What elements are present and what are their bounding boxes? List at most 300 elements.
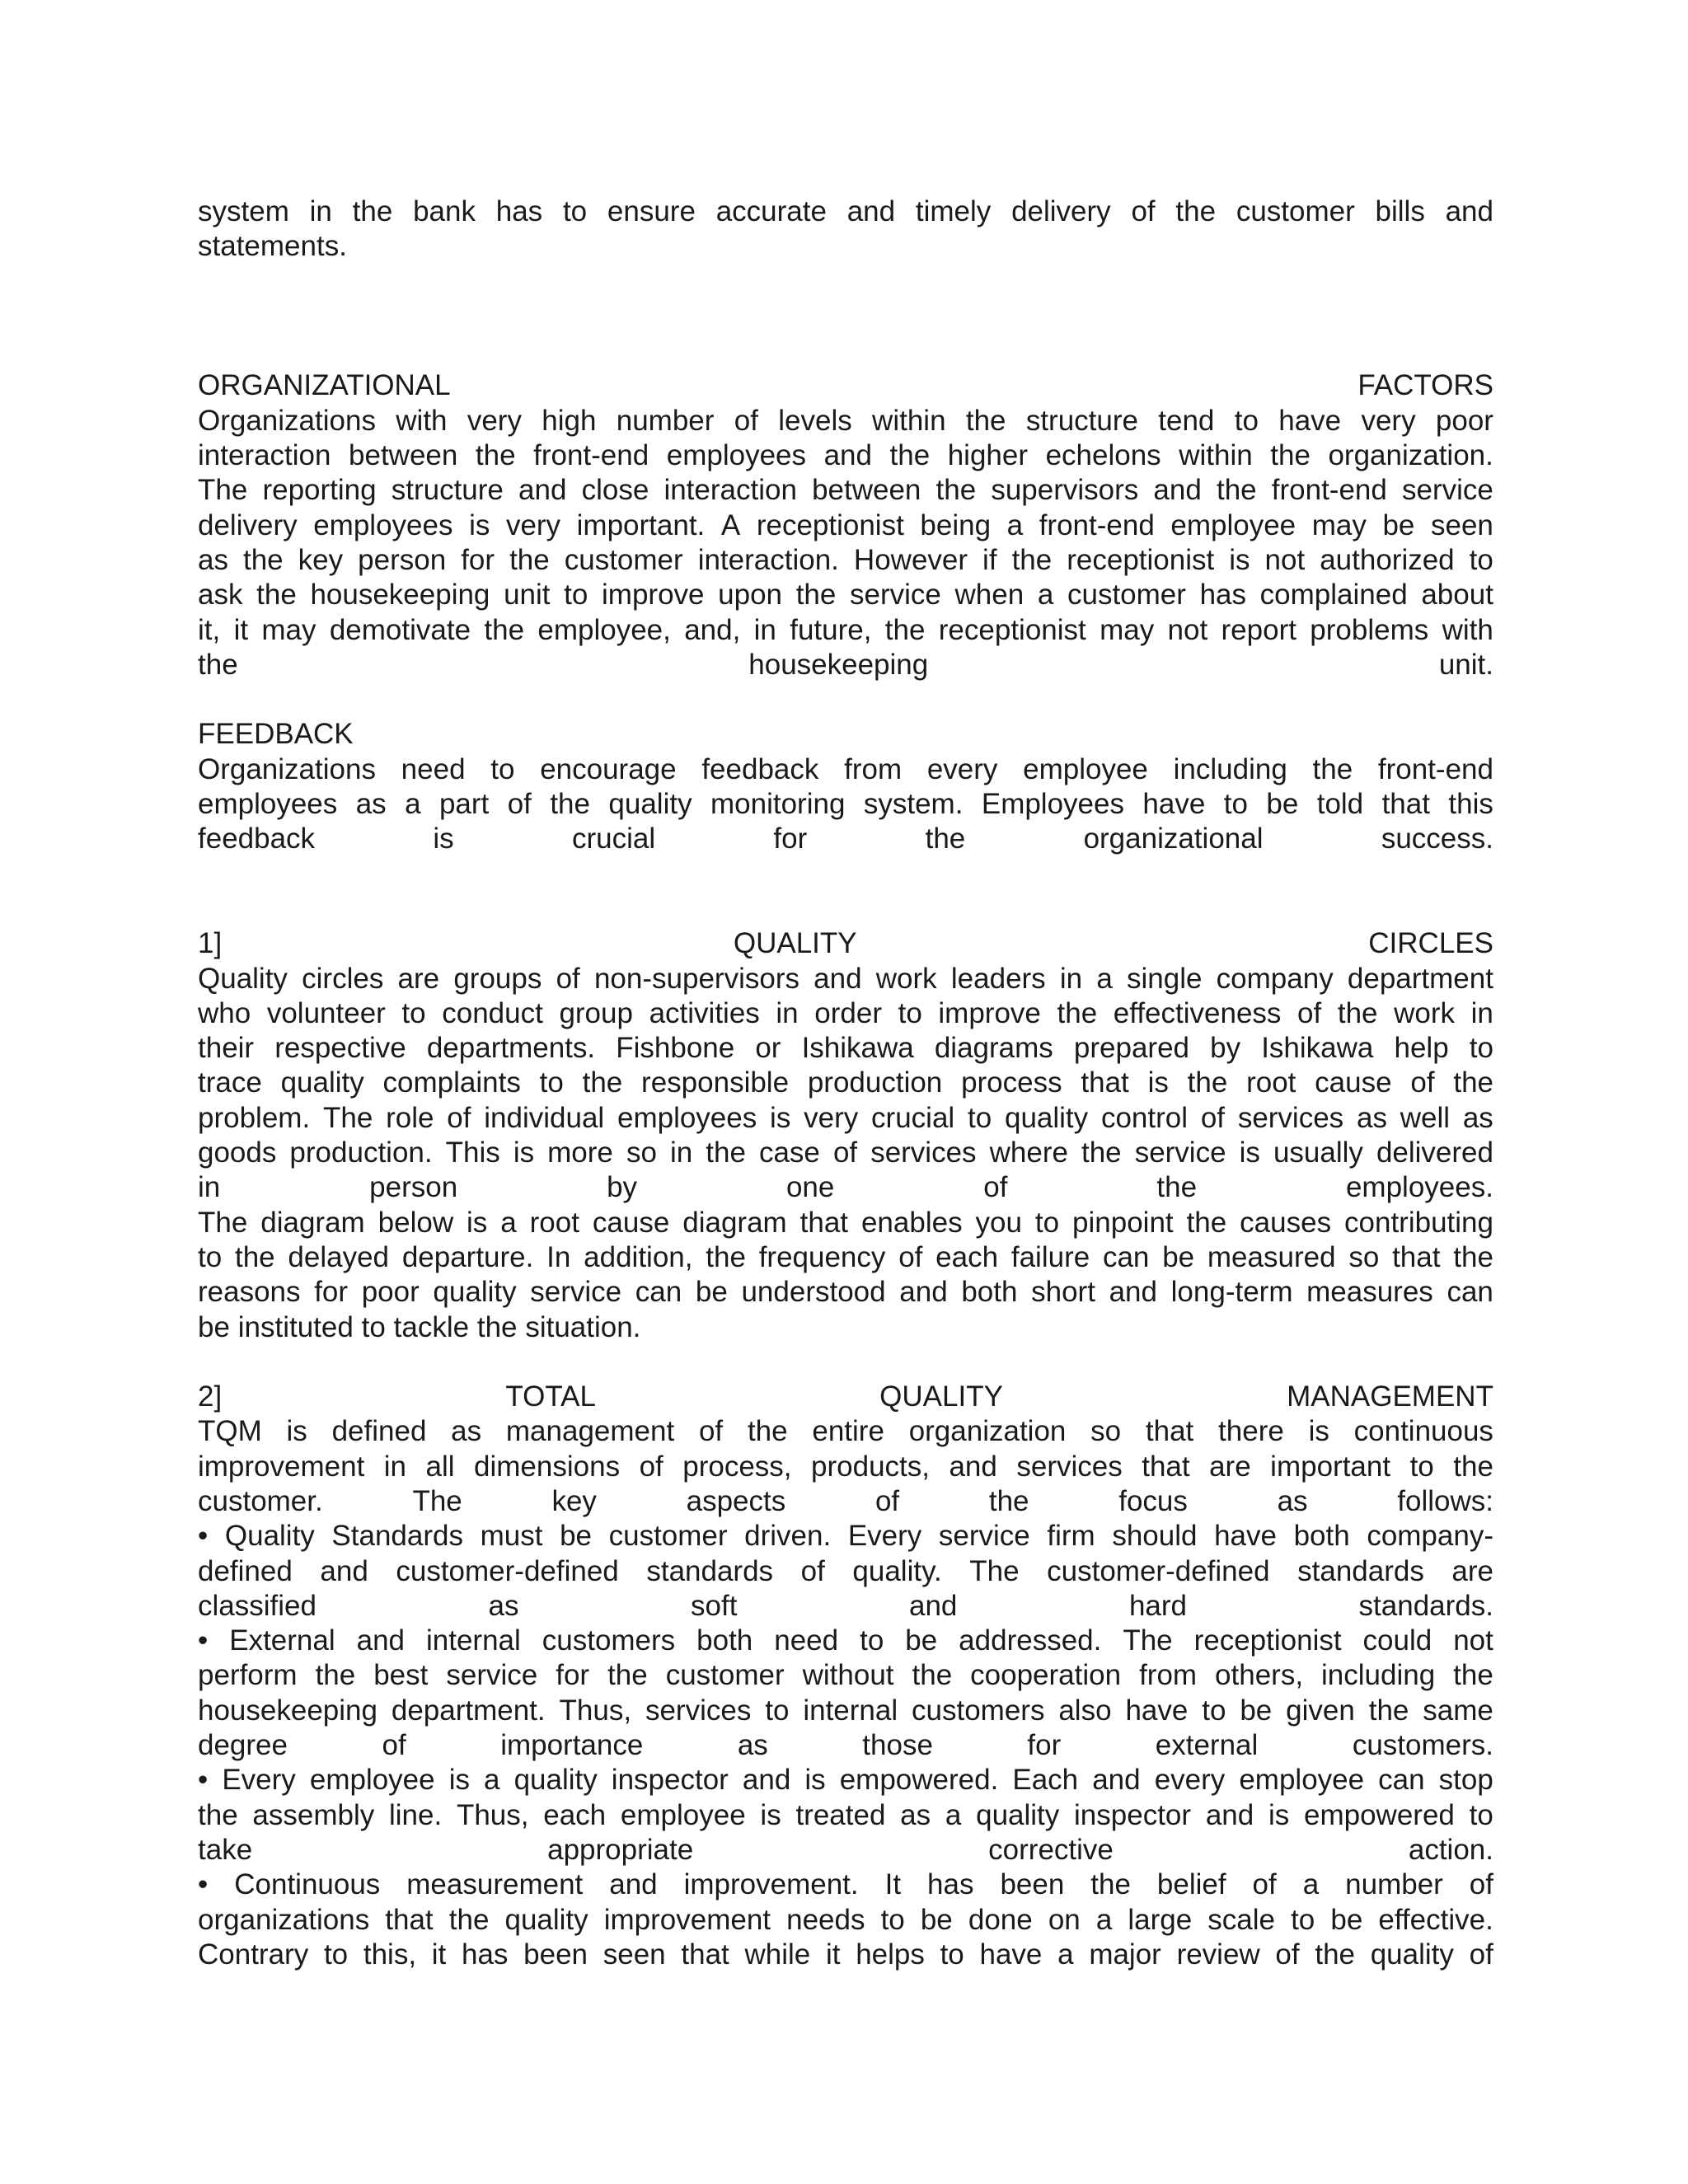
word: is xyxy=(804,1764,826,1797)
word: need xyxy=(774,1624,839,1657)
word: effective. xyxy=(1378,1903,1493,1936)
word: unit. xyxy=(1438,648,1493,681)
word: close xyxy=(581,474,649,507)
text-line xyxy=(198,822,1493,856)
word: the xyxy=(1453,1066,1493,1099)
word: service xyxy=(850,579,941,612)
word: non-supervisors xyxy=(593,962,799,995)
text-line xyxy=(198,1450,1493,1484)
word: FEEDBACK xyxy=(198,718,354,751)
word: including xyxy=(1321,1659,1436,1692)
word: is xyxy=(448,1764,470,1797)
word: continuous xyxy=(1353,1415,1493,1448)
word: the xyxy=(256,579,297,612)
word: that xyxy=(799,1206,849,1239)
word: for xyxy=(1027,1729,1062,1762)
word: the xyxy=(607,1659,648,1692)
word: work xyxy=(1394,996,1456,1029)
word: been xyxy=(1000,1868,1065,1901)
word: In xyxy=(546,1240,571,1273)
word: and xyxy=(1092,1764,1141,1797)
word: is xyxy=(513,1137,535,1169)
word: to xyxy=(765,1694,790,1727)
word: is xyxy=(1229,543,1250,576)
text-line xyxy=(198,1938,1493,1972)
word: a xyxy=(1006,509,1024,541)
word: and xyxy=(1109,1276,1157,1309)
word: the xyxy=(234,1240,275,1273)
word: need xyxy=(401,752,466,785)
word: be xyxy=(560,1520,592,1553)
word: focus xyxy=(1118,1484,1188,1517)
word: Fishbone xyxy=(616,1032,735,1065)
word: customers xyxy=(912,1694,1045,1727)
word: the xyxy=(1453,1659,1493,1692)
word: below xyxy=(377,1206,454,1239)
blank-line xyxy=(198,299,1493,334)
word: improvement xyxy=(603,1903,771,1936)
word: those xyxy=(862,1729,933,1762)
word: inspector xyxy=(1074,1798,1192,1831)
word: Thus, xyxy=(456,1798,529,1831)
word: all xyxy=(425,1450,455,1483)
word: the xyxy=(1156,1171,1198,1204)
word: be xyxy=(1382,509,1415,541)
word: housekeeping xyxy=(198,1694,377,1727)
word: with xyxy=(1442,613,1493,646)
word: not xyxy=(1453,1624,1493,1657)
text-line xyxy=(198,1658,1493,1693)
word: be xyxy=(1240,1694,1273,1727)
word: seen xyxy=(603,1938,666,1971)
word: group xyxy=(559,996,633,1029)
word: in xyxy=(753,613,776,646)
word: 2] xyxy=(198,1380,223,1413)
blank-line xyxy=(198,892,1493,926)
word: Each xyxy=(1012,1764,1079,1797)
word: complaints xyxy=(382,1066,521,1099)
word: interaction. xyxy=(697,543,839,576)
word: service xyxy=(446,1659,538,1692)
word: service xyxy=(530,1276,622,1309)
word: The xyxy=(969,1554,1020,1587)
word: part xyxy=(438,788,490,821)
word: and xyxy=(1153,474,1202,507)
word: others, xyxy=(1215,1659,1304,1692)
word: defined xyxy=(331,1415,427,1448)
word: also xyxy=(1058,1694,1112,1727)
word: with xyxy=(396,404,448,437)
word: to xyxy=(967,1101,992,1134)
word: respective xyxy=(274,1032,406,1065)
word: not xyxy=(1167,613,1208,646)
document-page xyxy=(198,194,1493,1972)
word: quality xyxy=(976,1798,1060,1831)
word: crucial xyxy=(571,823,656,855)
word: of xyxy=(874,1484,900,1517)
word: the xyxy=(747,1415,788,1448)
word: of xyxy=(1200,1101,1226,1134)
word: can xyxy=(635,1276,682,1309)
word: a xyxy=(1095,1903,1113,1936)
word: may xyxy=(261,613,316,646)
word: the xyxy=(550,788,590,821)
word: addressed. xyxy=(959,1624,1102,1657)
word: pinpoint xyxy=(1072,1206,1174,1239)
text-line xyxy=(198,1798,1493,1833)
word: of xyxy=(1469,1938,1493,1971)
word: responsible xyxy=(641,1066,790,1099)
word: employees xyxy=(666,439,807,472)
blank-line xyxy=(198,857,1493,892)
word: between xyxy=(349,439,458,472)
word: front-end xyxy=(533,439,649,472)
word: both xyxy=(961,1276,1018,1309)
word: the xyxy=(912,1659,953,1692)
word: well xyxy=(1400,1101,1451,1134)
word: and xyxy=(742,1764,791,1797)
word: FACTORS xyxy=(1357,369,1493,402)
word: trace xyxy=(198,1066,262,1099)
word: failure xyxy=(1010,1240,1090,1273)
word: person xyxy=(358,543,447,576)
word: is xyxy=(467,1206,488,1239)
word: groups xyxy=(453,962,542,995)
word: improve xyxy=(602,579,705,612)
word: receptionist xyxy=(1067,543,1215,576)
word: customer xyxy=(665,1659,785,1692)
text-line xyxy=(198,509,1493,543)
word: the xyxy=(965,404,1006,437)
word: and xyxy=(823,439,872,472)
word: entire xyxy=(812,1415,884,1448)
word: Organizations xyxy=(198,404,376,437)
word: have xyxy=(1142,788,1206,821)
word: supervisors xyxy=(991,474,1139,507)
word: stop xyxy=(1438,1764,1493,1797)
word: receptionist xyxy=(938,613,1086,646)
word: including xyxy=(1173,752,1287,785)
word: be xyxy=(198,1310,230,1343)
word: frequency xyxy=(758,1240,886,1273)
word: and xyxy=(320,1554,368,1587)
word: reporting xyxy=(262,474,377,507)
word: is xyxy=(760,1798,781,1831)
word: be xyxy=(695,1276,728,1309)
word: may xyxy=(1311,509,1367,541)
word: front-end xyxy=(1377,752,1493,785)
text-line xyxy=(198,752,1493,787)
word: to xyxy=(860,1624,884,1657)
text-line xyxy=(198,648,1493,682)
word: that xyxy=(1081,1066,1129,1099)
word: same xyxy=(1423,1694,1493,1727)
word: within xyxy=(1179,439,1253,472)
word: customer xyxy=(608,1520,728,1553)
word: receptionist xyxy=(1193,1624,1342,1657)
word: service xyxy=(938,1520,1030,1553)
text-line xyxy=(198,1728,1493,1763)
word: is xyxy=(1239,1137,1260,1169)
word: cooperation xyxy=(970,1659,1122,1692)
text-line xyxy=(198,1554,1493,1589)
word: number xyxy=(1345,1868,1443,1901)
word: that xyxy=(385,1903,434,1936)
word: are xyxy=(397,962,440,995)
word: QUALITY xyxy=(879,1380,1003,1413)
word: External xyxy=(229,1624,335,1657)
word: follows: xyxy=(1397,1484,1493,1517)
blank-line xyxy=(198,682,1493,717)
word: being xyxy=(920,509,992,541)
word: and, xyxy=(684,613,741,646)
word: Quality xyxy=(224,1520,315,1553)
word: by xyxy=(1210,1032,1241,1065)
word: housekeeping xyxy=(748,648,929,681)
text-line xyxy=(198,578,1493,612)
word: report xyxy=(1221,613,1296,646)
word: departure. xyxy=(401,1240,534,1273)
word: who xyxy=(198,996,251,1029)
word: production. xyxy=(289,1137,433,1169)
word: services xyxy=(1016,1450,1123,1483)
word: this, xyxy=(363,1938,417,1971)
word: of xyxy=(1131,195,1156,227)
word: be xyxy=(920,1903,953,1936)
word: this xyxy=(1448,788,1493,821)
word: their xyxy=(198,1032,255,1065)
word: Ishikawa xyxy=(801,1032,914,1065)
text-line xyxy=(198,194,1493,229)
word: of xyxy=(1297,996,1322,1029)
word: between xyxy=(812,474,921,507)
word: conduct xyxy=(442,996,543,1029)
word: 1] xyxy=(198,927,223,960)
word: quality xyxy=(433,1276,517,1309)
word: to xyxy=(198,1240,223,1273)
word: each xyxy=(935,1240,999,1273)
word: diagram xyxy=(260,1206,365,1239)
word: to xyxy=(1469,1798,1493,1831)
word: Quality xyxy=(198,962,288,995)
word: the xyxy=(706,1137,746,1169)
word: to xyxy=(361,1310,386,1343)
word: the xyxy=(1453,1240,1493,1273)
text-line xyxy=(198,962,1493,996)
word: help xyxy=(1394,1032,1449,1065)
word: the xyxy=(1175,195,1217,227)
word: to xyxy=(1234,404,1259,437)
word: services xyxy=(870,1137,977,1169)
word: of xyxy=(507,788,532,821)
word: there xyxy=(1218,1415,1284,1448)
word: that xyxy=(1392,1240,1441,1273)
word: to xyxy=(562,195,588,227)
word: to xyxy=(401,996,426,1029)
word: have xyxy=(1278,404,1342,437)
word: number xyxy=(616,404,715,437)
word: defined xyxy=(198,1554,293,1587)
word: order xyxy=(814,996,882,1029)
word: so xyxy=(1348,1240,1380,1273)
word: both xyxy=(696,1624,753,1657)
word: scale xyxy=(1207,1903,1275,1936)
word: feedback xyxy=(198,823,316,855)
word: • xyxy=(198,1520,209,1553)
text-line xyxy=(198,1275,1493,1310)
word: the xyxy=(484,613,525,646)
text-line xyxy=(198,996,1493,1031)
word: and xyxy=(609,1868,658,1901)
word: a xyxy=(405,788,421,821)
word: as xyxy=(198,543,228,576)
word: that xyxy=(681,1938,729,1971)
text-line xyxy=(198,438,1493,473)
word: told xyxy=(1316,788,1364,821)
word: interaction xyxy=(198,439,331,472)
word: case xyxy=(758,1137,820,1169)
word: The xyxy=(198,1206,248,1239)
word: and xyxy=(1445,195,1493,227)
word: from xyxy=(844,752,903,785)
word: customer. xyxy=(198,1484,323,1517)
word: of xyxy=(382,1729,406,1762)
word: work xyxy=(875,962,937,995)
word: can xyxy=(1447,1276,1493,1309)
word: that xyxy=(1142,1450,1190,1483)
word: It xyxy=(884,1868,902,1901)
text-line xyxy=(198,1624,1493,1658)
word: firm xyxy=(1047,1520,1095,1553)
word: bank xyxy=(413,195,476,227)
word: employees xyxy=(313,509,453,541)
word: process, xyxy=(682,1450,792,1483)
word: done xyxy=(968,1903,1033,1936)
word: delivered xyxy=(1376,1137,1493,1169)
word: inspector xyxy=(611,1764,729,1797)
word: have xyxy=(1125,1694,1189,1727)
word: as xyxy=(1277,1484,1308,1517)
word: the xyxy=(1337,996,1378,1029)
word: as xyxy=(355,788,387,821)
word: Standards xyxy=(331,1520,463,1553)
word: customer xyxy=(564,543,683,576)
text-line xyxy=(198,1031,1493,1066)
word: delayed xyxy=(288,1240,390,1273)
text-line xyxy=(198,473,1493,508)
text-line xyxy=(198,1484,1493,1519)
word: the xyxy=(242,543,284,576)
word: the xyxy=(1315,1938,1355,1971)
word: structure xyxy=(1025,404,1138,437)
text-line xyxy=(198,1240,1493,1275)
word: measured xyxy=(1207,1240,1336,1273)
word: appropriate xyxy=(547,1833,694,1866)
word: problem. xyxy=(198,1101,311,1134)
word: the xyxy=(706,1240,746,1273)
word: prepared xyxy=(1073,1032,1190,1065)
word: customers xyxy=(542,1624,676,1657)
word: in xyxy=(383,1450,407,1483)
word: is xyxy=(286,1415,307,1448)
word: housekeeping xyxy=(310,579,490,612)
word: that xyxy=(1381,788,1430,821)
word: MANAGEMENT xyxy=(1287,1380,1493,1413)
word: that xyxy=(1145,1415,1194,1448)
text-line xyxy=(198,1170,1493,1205)
word: Every xyxy=(847,1520,922,1553)
word: QUALITY xyxy=(733,927,857,960)
word: The xyxy=(322,1101,373,1134)
word: major xyxy=(1089,1938,1161,1971)
word: long-term xyxy=(1170,1276,1293,1309)
word: is xyxy=(1268,1798,1290,1831)
word: quality xyxy=(513,1764,598,1797)
word: be xyxy=(1266,788,1299,821)
word: ask xyxy=(198,579,243,612)
word: services xyxy=(1237,1101,1344,1134)
word: standards. xyxy=(1358,1589,1493,1622)
word: customer xyxy=(1067,579,1186,612)
word: the xyxy=(988,1484,1029,1517)
word: for xyxy=(461,543,495,576)
word: large xyxy=(1128,1903,1193,1936)
word: is xyxy=(770,1101,791,1134)
word: unit xyxy=(504,579,551,612)
word: when xyxy=(954,579,1025,612)
word: for xyxy=(314,1276,349,1309)
word: of xyxy=(734,404,758,437)
word: the xyxy=(925,823,966,855)
word: future, xyxy=(790,613,872,646)
word: Contrary xyxy=(198,1938,309,1971)
word: organizations xyxy=(198,1903,370,1936)
word: be xyxy=(1330,1903,1363,1936)
word: the xyxy=(884,613,926,646)
word: can xyxy=(1102,1240,1150,1273)
word: to xyxy=(1223,788,1248,821)
word: customer xyxy=(1236,195,1355,227)
word: of xyxy=(800,1554,825,1587)
word: for xyxy=(556,1659,590,1692)
blank-line xyxy=(198,1345,1493,1380)
word: products, xyxy=(811,1450,930,1483)
word: important xyxy=(1270,1450,1391,1483)
word: the xyxy=(198,1798,238,1831)
word: aspects xyxy=(686,1484,786,1517)
word: best xyxy=(373,1659,429,1692)
word: cause xyxy=(1315,1066,1392,1099)
word: in xyxy=(198,1171,221,1204)
word: and xyxy=(949,1450,997,1483)
word: cause xyxy=(592,1206,670,1239)
word: key xyxy=(298,543,344,576)
word: reasons xyxy=(198,1276,301,1309)
word: very xyxy=(467,404,522,437)
word: ensure xyxy=(607,195,696,227)
word: Every xyxy=(222,1764,296,1797)
word: the xyxy=(475,439,516,472)
word: have xyxy=(1214,1520,1277,1553)
word: to xyxy=(1291,1903,1315,1936)
word: front-end xyxy=(1271,474,1387,507)
word: line. xyxy=(388,1798,443,1831)
word: dimensions xyxy=(474,1450,621,1483)
word: customer-defined xyxy=(1047,1554,1270,1587)
word: effectiveness xyxy=(1113,996,1282,1029)
word: to xyxy=(539,1066,564,1099)
word: delivery xyxy=(198,509,298,541)
